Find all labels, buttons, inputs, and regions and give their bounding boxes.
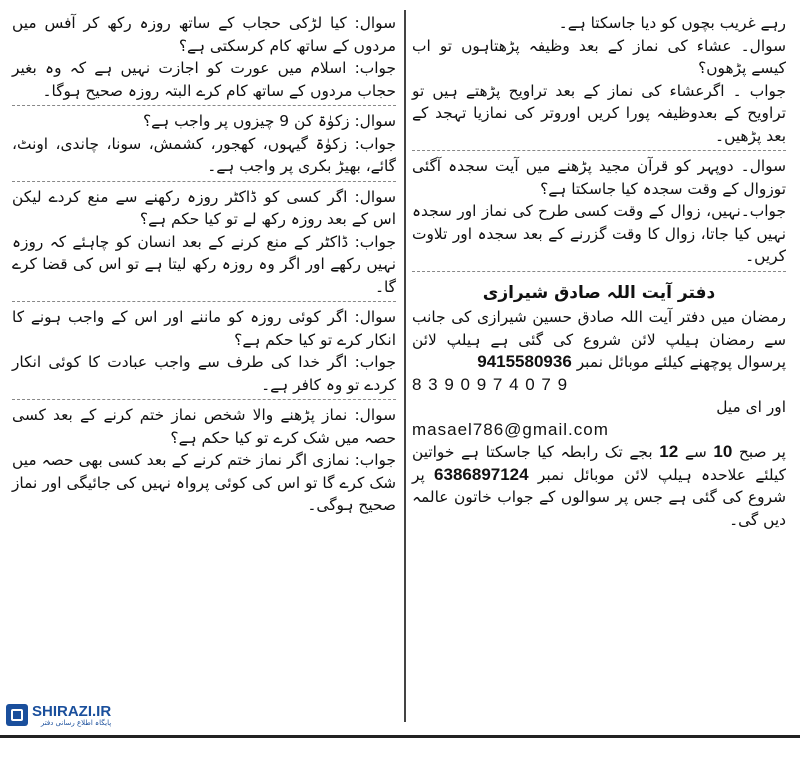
logo-subtitle: پایگاہ اطلاع رسانی دفتر [40, 718, 112, 727]
right-column [412, 12, 786, 531]
phone-number [412, 374, 786, 397]
question: سوال: اگر کسی کو ڈاکٹر روزہ رکھنے سے منع کردے لیکن اس کے بعد روزہ رکھ لے تو کیا حکم ہے؟ [12, 187, 396, 228]
left-column [12, 12, 396, 524]
qa-item [12, 12, 396, 106]
email-address: masael786@gmail.com [412, 419, 609, 439]
logo-icon [6, 704, 28, 726]
bottom-rule [0, 735, 800, 738]
question: سوال: زکوٰۃ کن 9 چیزوں پر واجب ہے؟ [142, 112, 396, 130]
phone-number: 6386897124 [434, 464, 529, 484]
notice-text: پر صبح [738, 443, 786, 461]
answer: جواب: ڈاکٹر کے منع کرنے کے بعد انسان کو چاہئے کہ روزہ نہیں رکھے اور اگر وہ روزہ رکھ لیتا ہے تو اس کی قضا کرے گا۔ [12, 232, 396, 296]
notice-text: سے [684, 443, 707, 461]
notice-text: بجے تک رابطہ کیا جاسکتا ہے خواتین کیلئے علاحدہ ہیلپ لائن موبائل نمبر [412, 443, 786, 484]
qa-item [12, 110, 396, 182]
answer: جواب۔نہیں، زوال کے وقت کسی طرح کی نماز اور سجدہ نہیں کیا جاتا، زوال کا وقت گزرنے کے بعد سجدہ اور تلاوت کریں۔ [412, 202, 786, 265]
hour-number: 12 [659, 442, 679, 461]
notice-text: رمضان میں دفتر آیت اللہ صادق حسین شیرازی کی جانب سے رمضان ہیلپ لائن شروع کی گئی ہے ہیلپ لائن پرسوال پوچھنے کیلئے موبائل نمبر [412, 308, 786, 371]
helpline-notice [412, 306, 786, 531]
phone-number: 9415580936 [477, 352, 572, 371]
answer: جواب: اگر خدا کی طرف سے واجب عبادت کا کوئی انکار کردے تو وہ کافر ہے۔ [12, 353, 396, 394]
answer: جواب: نمازی اگر نماز ختم کرنے کے بعد کسی بھی حصہ میں شک کرے گا تو اس کی کوئی پرواہ نہیں کی جائیگی اور نماز صحیح ہوگی۔ [12, 451, 396, 514]
answer: جواب: اسلام میں عورت کو اجازت نہیں ہے کہ وہ بغیر حجاب مردوں کے ساتھ کام کرے البتہ روزہ صحیح ہوگا۔ [12, 59, 396, 100]
notice-text: پر شروع کی گئی ہے جس پر سوالوں کے جواب خاتون عالمہ دیں گی۔ [412, 465, 786, 529]
question: سوال۔ دوپہر کو قرآن مجید پڑھنے میں آیت سجدہ آگئی توزوال کے وقت سجدہ کیا جاسکتا ہے؟ [412, 157, 786, 198]
qa-item [12, 186, 396, 303]
qa-item [412, 35, 786, 152]
intro-line: رہے غریب بچوں کو دیا جاسکتا ہے۔ [558, 14, 786, 32]
question: سوال۔ عشاء کی نماز کے بعد وظیفہ پڑھتاہوں تو اب کیسے پڑھوں؟ [412, 36, 786, 77]
phone-digits: 8 3 9 0 9 7 4 0 7 9 [412, 374, 569, 394]
qa-item [412, 155, 786, 272]
question: سوال: کیا لڑکی حجاب کے ساتھ روزہ رکھ کر آفس میں مردوں کے ساتھ کام کرسکتی ہے؟ [12, 14, 396, 55]
logo-name: SHIRAZI.IR [32, 702, 112, 720]
answer: جواب ۔ اگرعشاء کی نماز کے بعد تراویح پڑھتے ہیں تو تراویح کے بعدوظیفہ پورا کریں اوروتر کی نمازیا تہجد کے بعد پڑھیں۔ [412, 81, 786, 145]
question: سوال: اگر کوئی روزہ کو ماننے اور اس کے واجب ہونے کا انکار کرے تو کیا حکم ہے؟ [12, 308, 396, 349]
notice-text: اور ای میل [716, 398, 786, 416]
shirazi-logo [6, 700, 124, 730]
answer: جواب: زکوٰۃ گیہوں، کھجور، کشمش، سونا، چاندی، اونٹ، گائے، بھیڑ بکری پر واجب ہے۔ [12, 134, 396, 175]
office-heading: دفتر آیت اللہ صادق شیرازی [482, 282, 716, 303]
question: سوال: نماز پڑھنے والا شخص نماز ختم کرنے کے بعد کسی حصہ میں شک کرے تو کیا حکم ہے؟ [12, 406, 396, 447]
column-divider [404, 10, 406, 722]
qa-item [12, 306, 396, 400]
hour-number: 10 [713, 442, 733, 461]
logo-text [32, 704, 111, 727]
qa-item [12, 404, 396, 520]
